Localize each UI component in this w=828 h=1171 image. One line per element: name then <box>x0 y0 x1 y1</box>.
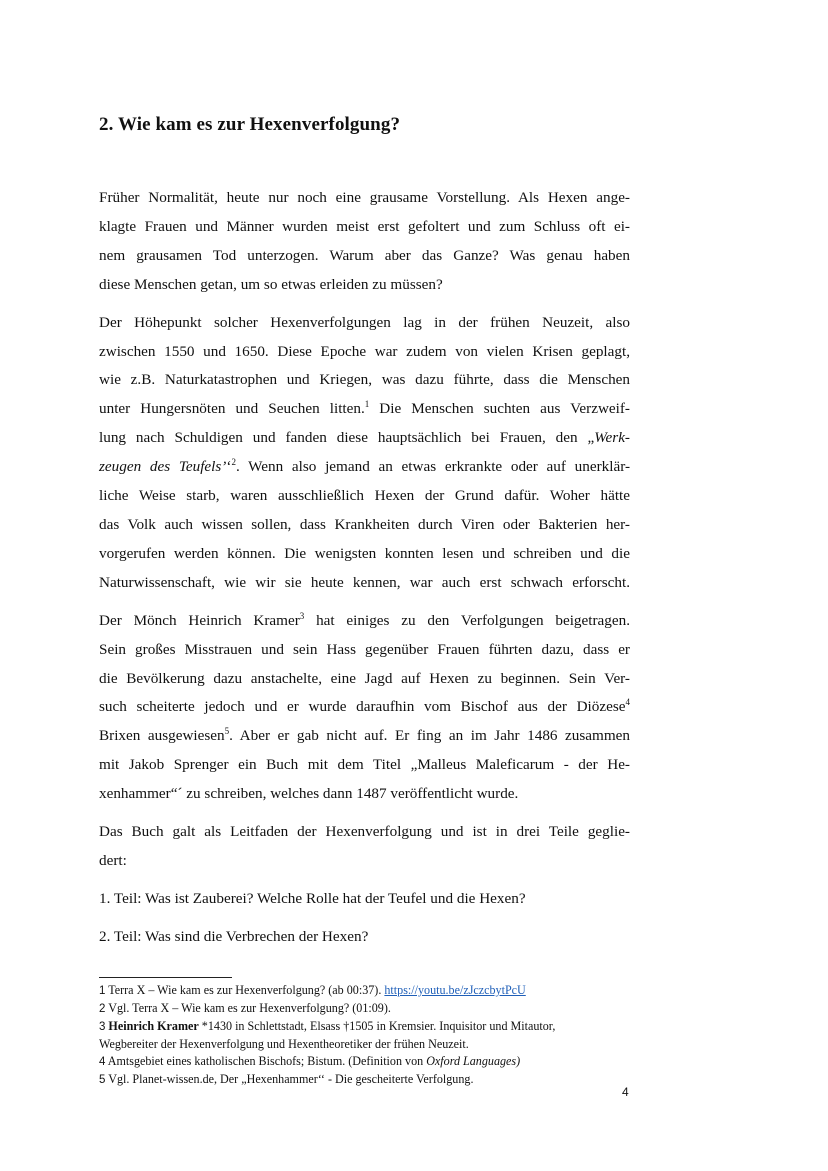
footnote-number: 3 <box>99 1021 106 1033</box>
footnote-text: Amtsgebiet eines katholischen Bischofs; Bistum. (Definition von <box>105 1054 427 1068</box>
footnotes <box>99 982 659 1089</box>
paragraph-intro <box>99 184 630 300</box>
text-line: nem grausamen Tod unterzogen. Warum aber das Ganze? Was genau haben <box>99 246 630 264</box>
footnote-3-continued: Wegbereiter der Hexenverfolgung und Hexentheoretiker der frühen Neuzeit. <box>99 1037 469 1051</box>
text-line: wie z.B. Naturkatastrophen und Kriegen, was dazu führte, dass die Menschen <box>99 371 630 389</box>
footnote-text: *1430 in Schlettstadt, Elsass †1505 in Kremsier. Inquisitor und Mitautor, <box>198 1019 556 1033</box>
text-line <box>99 693 630 722</box>
text-fragment: Der Mönch Heinrich Kramer <box>99 611 300 629</box>
paragraph-kramer <box>99 607 630 809</box>
text-fragment: . Wenn also jemand an etwas erkrankte oder auf unerklär- <box>235 458 631 476</box>
text-line: diese Menschen getan, um so etwas erleiden zu müssen? <box>99 275 443 293</box>
list-item <box>99 923 630 952</box>
text-fragment: Die Menschen suchten aus Verzweif- <box>369 400 630 418</box>
text-line: Das Buch galt als Leitfaden der Hexenverfolgung und ist in drei Teile geglie- <box>99 823 630 841</box>
footnote-2 <box>99 1000 659 1018</box>
footnote-ref-5[interactable]: 5 <box>224 726 230 737</box>
footnote-ref-4[interactable]: 4 <box>625 697 630 708</box>
text-line: das Volk auch wissen sollen, dass Krankheiten durch Viren oder Bakterien her- <box>99 515 630 533</box>
text-line: zwischen 1550 und 1650. Diese Epoche war zudem von vielen Krisen geplagt, <box>99 342 630 360</box>
list-item-text: 1. Teil: Was ist Zauberei? Welche Rolle hat der Teufel und die Hexen? <box>99 889 526 907</box>
footnote-italic-source: Oxford Languages) <box>426 1054 521 1068</box>
footnote-number: 4 <box>99 1056 106 1068</box>
text-line: xenhammer“´ zu schreiben, welches dann 1487 veröffentlicht wurde. <box>99 785 519 803</box>
footnote-1 <box>99 982 659 1000</box>
footnote-3 <box>99 1018 659 1036</box>
footnote-text: Terra X – Wie kam es zur Hexenverfolgung? (ab 00:37). <box>105 983 385 997</box>
text-line: Sein großes Misstrauen und sein Hass gegenüber Frauen führten dazu, dass er <box>99 640 630 658</box>
footnote-ref-2[interactable]: 2 <box>231 457 236 468</box>
footnote-link[interactable]: https://youtu.be/zJczcbytPcU <box>384 983 526 997</box>
text-line <box>99 722 630 751</box>
text-line <box>99 424 630 453</box>
footnote-ref-3[interactable]: 3 <box>299 610 305 621</box>
section-heading: 2. Wie kam es zur Hexenverfolgung? <box>99 114 401 135</box>
text-line <box>99 607 630 636</box>
footnote-ref-1[interactable]: 1 <box>364 399 370 410</box>
text-line <box>99 453 630 482</box>
text-fragment: unter Hungersnöten und Seuchen litten. <box>99 400 365 418</box>
footnote-bold-name: Heinrich Kramer <box>105 1019 199 1033</box>
text-fragment: Brixen ausgewiesen <box>99 727 225 745</box>
page-number: 4 <box>622 1085 629 1099</box>
paragraph-book <box>99 818 630 876</box>
quote-mark: ‘ <box>226 458 232 476</box>
text-line: mit Jakob Sprenger ein Buch mit dem Titel „Malleus Maleficarum - der He- <box>99 756 630 774</box>
text-fragment: hat einiges zu den Verfolgungen beigetragen. <box>304 611 630 629</box>
italic-quote: Werk- <box>594 429 630 447</box>
text-line: dert: <box>99 851 127 869</box>
list-item-text: 2. Teil: Was sind die Verbrechen der Hexen? <box>99 927 369 945</box>
footnote-text: Vgl. Terra X – Wie kam es zur Hexenverfolgung? (01:09). <box>105 1001 391 1015</box>
footnote-text: Vgl. Planet-wissen.de, Der „Hexenhammer‘‘ - Die gescheiterte Verfolgung. <box>105 1072 474 1086</box>
text-line: Früher Normalität, heute nur noch eine grausame Vorstellung. Als Hexen ange- <box>99 189 630 206</box>
text-line <box>99 395 630 424</box>
paragraph-peak-period <box>99 309 630 598</box>
body-text <box>99 184 630 961</box>
italic-quote: zeugen des Teufels’ <box>99 458 227 476</box>
text-fragment: such scheiterte jedoch und er wurde daraufhin vom Bischof aus der Diözese <box>99 698 626 716</box>
footnote-number: 5 <box>99 1074 106 1086</box>
text-fragment: lung nach Schuldigen und fanden diese hauptsächlich bei Frauen, den „ <box>99 429 595 447</box>
text-line: die Bevölkerung dazu anstachelte, eine Jagd auf Hexen zu beginnen. Sein Ver- <box>99 669 630 687</box>
footnote-separator <box>99 977 232 978</box>
text-line: klagte Frauen und Männer wurden meist erst gefoltert und zum Schluss oft ei- <box>99 217 630 235</box>
footnote-number: 2 <box>99 1003 106 1015</box>
text-line: Naturwissenschaft, wie wir sie heute kennen, war auch erst schwach erforscht. <box>99 573 630 591</box>
text-fragment: . Aber er gab nicht auf. Er fing an im Jahr 1486 zusammen <box>229 727 630 745</box>
text-line: vorgerufen werden können. Die wenigsten konnten lesen und schreiben und die <box>99 544 630 562</box>
list-item <box>99 885 630 914</box>
footnote-5 <box>99 1071 659 1089</box>
footnote-number: 1 <box>99 985 106 997</box>
text-line: Der Höhepunkt solcher Hexenverfolgungen lag in der frühen Neuzeit, also <box>99 313 630 331</box>
footnote-4 <box>99 1053 659 1071</box>
text-line: liche Weise starb, waren ausschließlich Hexen der Grund dafür. Woher hätte <box>99 487 630 505</box>
